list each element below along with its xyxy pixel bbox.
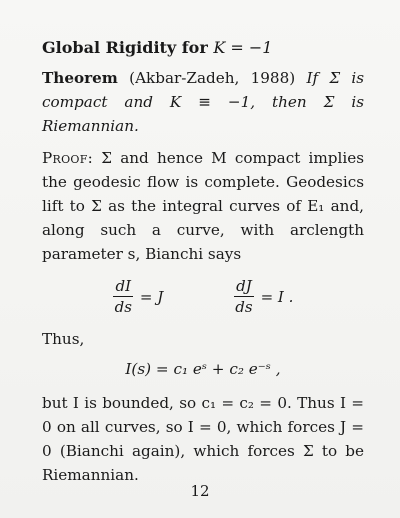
thus-text: Thus, <box>42 330 85 348</box>
solution-equation: I(s) = c₁ eˢ + c₂ e⁻ˢ , <box>125 360 281 378</box>
equation-dJ <box>233 276 293 317</box>
equation-rhs: = I . <box>260 287 294 306</box>
equation-rhs: = J <box>139 287 164 306</box>
equation-dI <box>113 276 164 317</box>
fraction-numerator: dJ <box>236 277 252 295</box>
conclusion-paragraph: but I is bounded, so c₁ = c₂ = 0. Thus I = 0 on all curves, so I = 0, which forces J = 0 (Bianchi again), which forces Σ to be Riemannian. <box>42 394 364 484</box>
fraction-dJ-ds <box>233 276 254 317</box>
fraction-denominator: ds <box>235 298 253 316</box>
proof-text: Σ and hence M compact implies the geodesic flow is complete. Geodesics lift to Σ as the integral curves of E₁ and, along such a curve, with arclength parameter s, Bianchi says <box>42 149 364 263</box>
page-number: 12 <box>190 482 210 500</box>
fraction-dI-ds <box>113 276 134 317</box>
slide-heading <box>42 36 364 60</box>
proof-paragraph <box>42 146 364 266</box>
page-content <box>42 36 364 487</box>
theorem-attribution: (Akbar-Zadeh, 1988) <box>117 69 307 87</box>
theorem-statement: If Σ is compact and K ≡ −1, then Σ is Riemannian. <box>42 69 364 135</box>
heading-text: Global Rigidity for <box>42 38 208 57</box>
theorem-label: Theorem <box>42 69 118 87</box>
bianchi-equations <box>42 276 364 317</box>
fraction-denominator: ds <box>114 298 132 316</box>
heading-math: K = −1 <box>213 38 273 57</box>
proof-label: Proof: <box>42 149 94 167</box>
fraction-numerator: dI <box>115 277 132 295</box>
theorem-paragraph <box>42 66 364 138</box>
